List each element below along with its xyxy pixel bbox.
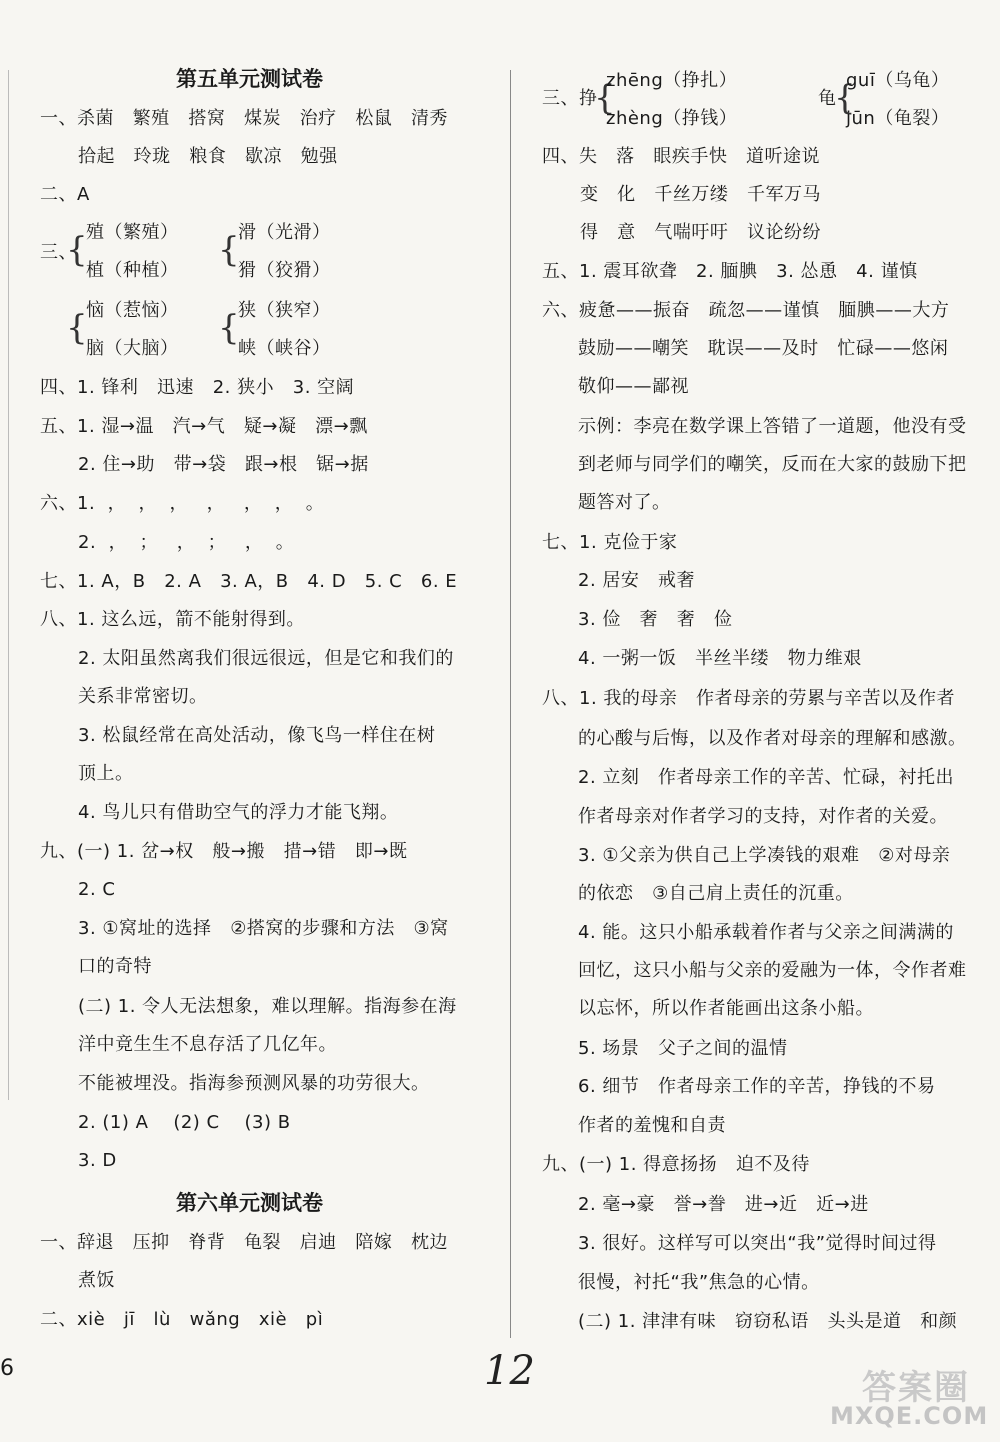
answer-line: 到老师与同学们的嘲笑，反而在大家的鼓励下把	[578, 454, 967, 475]
unit5-title: 第五单元测试卷	[176, 67, 323, 91]
answer-line: 滑（光滑）	[238, 222, 331, 243]
answer-line: 5. 场景 父子之间的温情	[578, 1038, 788, 1059]
answer-line: 作者的羞愧和自责	[578, 1115, 726, 1136]
answer-line: jūn（龟裂）	[846, 108, 950, 129]
brace-icon: {	[66, 230, 88, 270]
answer-line: 八、1. 这么远，箭不能射得到。	[40, 609, 305, 630]
answer-line: 殖（繁殖）	[86, 222, 179, 243]
answer-line: 6. 细节 作者母亲工作的辛苦，挣钱的不易	[578, 1076, 936, 1097]
answer-line: 变 化 千丝万缕 千军万马	[580, 184, 821, 205]
answer-line: 脑（大脑）	[86, 338, 179, 359]
answer-line: 六、疲惫——振奋 疏忽——谨慎 腼腆——大方	[542, 300, 950, 321]
answer-line: 五、1. 震耳欲聋 2. 腼腆 3. 怂恿 4. 谨慎	[542, 261, 918, 282]
answer-line: 2. 居安 戒奢	[578, 570, 696, 591]
answer-line: 2. C	[78, 879, 116, 900]
watermark	[822, 1360, 992, 1438]
answer-line: 关系非常密切。	[78, 686, 208, 707]
answer-line: 回忆，这只小船与父亲的爱融为一体，令作者难	[578, 960, 967, 981]
answer-line: 3. 很好。这样写可以突出“我”觉得时间过得	[578, 1233, 937, 1254]
answer-line: 猾（狡猾）	[238, 260, 331, 281]
answer-line: 狭（狭窄）	[238, 300, 331, 321]
unit6-title: 第六单元测试卷	[176, 1191, 323, 1215]
answer-line: 五、1. 湿→温 汽→气 疑→凝 漂→飘	[40, 416, 368, 437]
page-edge-line	[8, 70, 9, 1100]
answer-line: 峡（峡谷）	[238, 338, 331, 359]
answer-line: 口的奇特	[78, 956, 152, 977]
answer-line: 2. (1) A (2) C (3) B	[78, 1112, 291, 1133]
brace-icon: {	[218, 230, 240, 270]
answer-line: (二) 1. 令人无法想象，难以理解。指海参在海	[78, 996, 457, 1017]
watermark-url: MXQE.COM	[830, 1402, 989, 1430]
answer-line: 3. ①父亲为供自己上学凑钱的艰难 ②对母亲	[578, 845, 951, 866]
answer-line: 煮饭	[78, 1270, 115, 1291]
answer-line: 拾起 玲珑 粮食 歇凉 勉强	[78, 146, 338, 167]
answer-line: 六、1. ， ， ， ， ， ， 。	[40, 493, 325, 514]
brace-icon: {	[218, 308, 240, 348]
answer-line: 3. D	[78, 1150, 117, 1171]
answer-line: 2. 毫→豪 誉→誊 进→近 近→进	[578, 1194, 869, 1215]
answer-line: 2. 住→助 带→袋 跟→根 锯→据	[78, 454, 369, 475]
answer-line: 七、1. 克俭于家	[542, 532, 678, 553]
answer-line: 4. 鸟儿只有借助空气的浮力才能飞翔。	[78, 802, 399, 823]
brace-icon: {	[594, 78, 616, 118]
answer-line: 四、1. 锋利 迅速 2. 狭小 3. 空阔	[40, 377, 355, 398]
answer-line: guī（乌龟）	[846, 70, 950, 91]
answer-line: 顶上。	[78, 763, 134, 784]
section-label: 龟	[818, 88, 837, 109]
handwritten-page-number: 12	[484, 1348, 535, 1394]
answer-line: 洋中竟生生不息存活了几亿年。	[78, 1034, 337, 1055]
answer-line: zhèng（挣钱）	[606, 108, 738, 129]
answer-line: 四、失 落 眼疾手快 道听途说	[542, 146, 820, 167]
answer-line: zhēng（挣扎）	[606, 70, 738, 91]
answer-line: 一、辞退 压抑 脊背 龟裂 启迪 陪嫁 枕边	[40, 1232, 448, 1253]
answer-line: 2. 太阳虽然离我们很远很远，但是它和我们的	[78, 648, 454, 669]
answer-line: 得 意 气喘吁吁 议论纷纷	[580, 222, 821, 243]
answer-line: 九、(一) 1. 得意扬扬 迫不及待	[542, 1154, 810, 1175]
answer-line: 植（种植）	[86, 260, 179, 281]
answer-line: 3. 俭 奢 奢 俭	[578, 609, 733, 630]
answer-line: 的心酸与后悔，以及作者对母亲的理解和感激。	[578, 728, 967, 749]
answer-line: 示例：李亮在数学课上答错了一道题，他没有受	[578, 416, 967, 437]
answer-line: 鼓励——嘲笑 耽误——及时 忙碌——悠闲	[578, 338, 949, 359]
answer-line: 不能被埋没。指海参预测风暴的功劳很大。	[78, 1073, 430, 1094]
brace-icon: {	[66, 308, 88, 348]
answer-line: 题答对了。	[578, 492, 671, 513]
section-label: 三、挣	[542, 88, 598, 109]
answer-line: 二、xiè jī lù wǎng xiè pì	[40, 1309, 324, 1330]
answer-line: 2. 立刻 作者母亲工作的辛苦、忙碌，衬托出	[578, 767, 955, 788]
answer-line: 3. 松鼠经常在高处活动，像飞鸟一样住在树	[78, 725, 436, 746]
watermark-logo: 答案圈	[862, 1368, 970, 1408]
answer-line: 八、1. 我的母亲 作者母亲的劳累与辛苦以及作者	[542, 688, 956, 709]
answer-line: 作者母亲对作者学习的支持，对作者的关爱。	[578, 806, 948, 827]
section-label: 三、	[40, 242, 77, 263]
answer-line: 3. ①窝址的选择 ②搭窝的步骤和方法 ③窝	[78, 918, 449, 939]
answer-line: 4. 一粥一饭 半丝半缕 物力维艰	[578, 648, 862, 669]
answer-line: 七、1. A，B 2. A 3. A，B 4. D 5. C 6. E	[40, 571, 458, 592]
answer-line: 2. ， ； ， ； ， 。	[78, 532, 295, 553]
answer-line: 4. 能。这只小船承载着作者与父亲之间满满的	[578, 922, 954, 943]
answer-line: 的依恋 ③自己肩上责任的沉重。	[578, 883, 854, 904]
answer-line: 一、杀菌 繁殖 搭窝 煤炭 治疗 松鼠 清秀	[40, 108, 448, 129]
answer-line: 九、(一) 1. 岔→权 般→搬 措→错 即→既	[40, 841, 408, 862]
answer-line: (二) 1. 津津有味 窃窃私语 头头是道 和颜	[578, 1311, 958, 1332]
column-divider	[510, 70, 511, 1338]
answer-line: 二、A	[40, 184, 90, 205]
brace-icon: {	[834, 78, 856, 118]
answer-line: 很慢，衬托“我”焦急的心情。	[578, 1272, 820, 1293]
page-number: 6	[0, 1356, 14, 1381]
answer-line: 以忘怀，所以作者能画出这条小船。	[578, 998, 874, 1019]
answer-line: 敬仰——鄙视	[578, 376, 689, 397]
answer-line: 恼（惹恼）	[86, 300, 179, 321]
